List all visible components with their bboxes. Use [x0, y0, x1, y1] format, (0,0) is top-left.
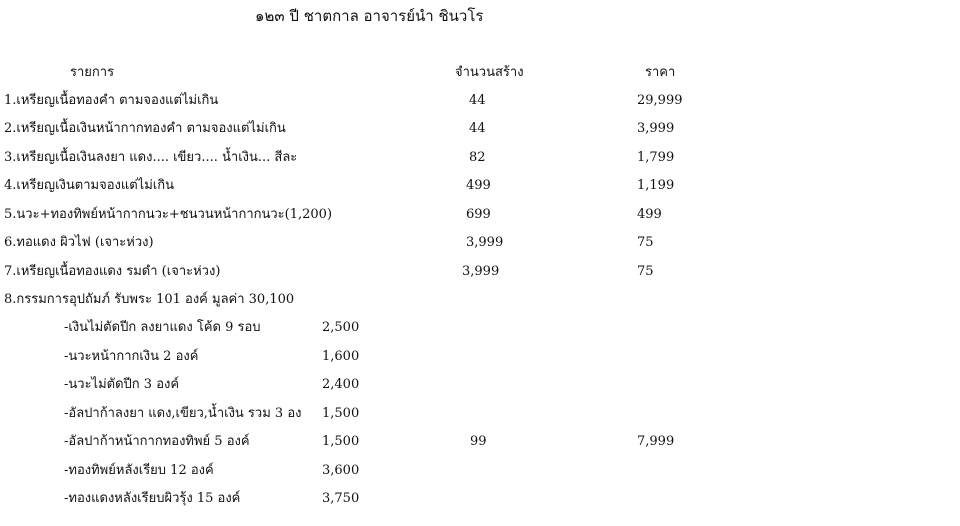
committee-quantity: 99 — [470, 434, 487, 449]
item-label: 7.เหรียญเนื้อทองแดง รมดำ (เจาะห่วง) — [4, 264, 221, 279]
committee-subitem-label: -เงินไม่ตัดปีก ลงยาแดง โค้ด 9 รอบ — [64, 320, 261, 335]
item-quantity: 82 — [469, 150, 486, 165]
header-item: รายการ — [70, 65, 115, 80]
committee-subitem-label: -อัลปาก้าลงยา แดง,เขียว,น้ำเงิน รวม 3 อง — [64, 406, 302, 421]
item-quantity: 499 — [466, 178, 491, 193]
header-price: ราคา — [645, 65, 676, 80]
committee-subitem-label: -นวะหน้ากากเงิน 2 องค์ — [64, 349, 199, 364]
item-label: 1.เหรียญเนื้อทองคำ ตามจองแต่ไม่เกิน — [4, 93, 219, 108]
committee-subitem-value: 1,500 — [322, 406, 360, 421]
committee-subitem-value: 2,400 — [322, 377, 360, 392]
committee-subitem-label: -นวะไม่ตัดปีก 3 องค์ — [64, 377, 180, 392]
committee-subitem-value: 1,600 — [322, 349, 360, 364]
item-label: 4.เหรียญเงินตามจองแต่ไม่เกิน — [4, 178, 174, 193]
item-label: 3.เหรียญเนื้อเงินลงยา แดง.... เขียว.... น้ำเงิน... สีละ — [4, 150, 298, 165]
header-quantity: จำนวนสร้าง — [455, 65, 524, 80]
item-quantity: 44 — [469, 121, 486, 136]
committee-price: 7,999 — [637, 434, 675, 449]
committee-subitem-value: 3,750 — [322, 491, 360, 506]
item-quantity: 699 — [466, 207, 491, 222]
committee-subitem-value: 1,500 — [322, 434, 360, 449]
item-price: 29,999 — [637, 93, 683, 108]
item-price: 1,199 — [637, 178, 675, 193]
committee-subitem-label: -อัลปาก้าหน้ากากทองทิพย์ 5 องค์ — [64, 434, 250, 449]
item-label: 6.ทอแดง ผิวไฟ (เจาะห่วง) — [4, 235, 154, 250]
item-quantity: 3,999 — [466, 235, 504, 250]
item-price: 3,999 — [637, 121, 675, 136]
item-price: 1,799 — [637, 150, 675, 165]
item-quantity: 3,999 — [462, 264, 500, 279]
item-price: 75 — [637, 235, 654, 250]
committee-subitem-label: -ทองแดงหลังเรียบผิวรุ้ง 15 องค์ — [64, 491, 241, 506]
item-label: 5.นวะ+ทองทิพย์หน้ากากนวะ+ชนวนหน้ากากนวะ(1,200) — [4, 207, 333, 222]
item-label: 2.เหรียญเนื้อเงินหน้ากากทองคำ ตามจองแต่ไม่เกิน — [4, 121, 286, 136]
committee-subitem-value: 2,500 — [322, 320, 360, 335]
item-quantity: 44 — [469, 93, 486, 108]
item-price: 499 — [637, 207, 662, 222]
committee-subitem-value: 3,600 — [322, 463, 360, 478]
document-title: ๑๒๓ ปี ชาตกาล อาจารย์นำ ชินวโร — [255, 7, 484, 25]
committee-subitem-label: -ทองทิพย์หลังเรียบ 12 องค์ — [64, 463, 214, 478]
committee-label: 8.กรรมการอุปถัมภ์ รับพระ 101 องค์ มูลค่า 30,100 — [4, 292, 295, 307]
item-price: 75 — [637, 264, 654, 279]
